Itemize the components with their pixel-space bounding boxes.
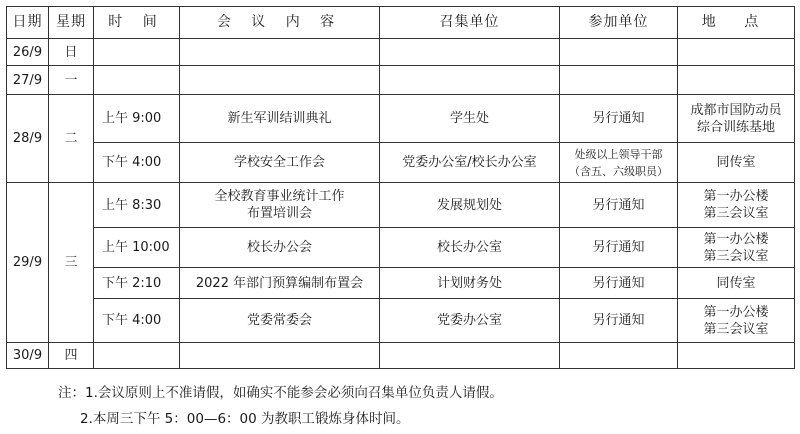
content-cell: 2022 年部门预算编制布置会 [180, 268, 380, 299]
participants-cell: 处级以上领导干部 （含五、六级职员） [560, 143, 678, 183]
organizer-cell: 党委办公室 [380, 299, 560, 343]
location-cell: 成都市国防动员 综合训练基地 [678, 95, 795, 143]
organizer-cell: 计划财务处 [380, 268, 560, 299]
location-cell: 第一办公楼 第三会议室 [678, 183, 795, 228]
content-cell: 校长办公会 [180, 228, 380, 268]
table-row [7, 95, 795, 143]
header-weekday: 星期 [49, 7, 94, 39]
participants-cell: 另行通知 [560, 95, 678, 143]
note-2: 2.本周三下午 5：00—6：00 为教职工锻炼身体时间。 [80, 411, 410, 427]
content-cell: 党委常委会 [180, 299, 380, 343]
header-location: 地 点 [678, 7, 795, 39]
date-cell: 30/9 [7, 343, 49, 369]
time-cell: 上午 9:00 [94, 95, 180, 143]
content-cell: 新生军训结训典礼 [180, 95, 380, 143]
participants-cell: 另行通知 [560, 268, 678, 299]
organizer-cell: 党委办公室/校长办公室 [380, 143, 560, 183]
table-row [7, 268, 795, 299]
header-content: 会 议 内 容 [180, 7, 380, 39]
organizer-cell: 学生处 [380, 95, 560, 143]
location-cell: 同传室 [678, 268, 795, 299]
note-1: 注：1.会议原则上不准请假，如确实不能参会必须向召集单位负责人请假。 [58, 385, 503, 401]
meeting-schedule-table [6, 6, 795, 369]
table-row [7, 343, 795, 369]
content-cell: 全校教育事业统计工作 布置培训会 [180, 183, 380, 228]
time-cell: 上午 8:30 [94, 183, 180, 228]
table-row [7, 183, 795, 228]
notes [58, 380, 503, 432]
table-row [7, 228, 795, 268]
date-cell: 28/9 [7, 95, 49, 183]
header-time: 时 间 [94, 7, 180, 39]
participants-cell: 另行通知 [560, 299, 678, 343]
time-cell: 下午 2:10 [94, 268, 180, 299]
location-cell: 第一办公楼 第三会议室 [678, 228, 795, 268]
header-row [7, 7, 795, 39]
header-participants: 参加单位 [560, 7, 678, 39]
organizer-cell: 发展规划处 [380, 183, 560, 228]
location-cell: 第一办公楼 第三会议室 [678, 299, 795, 343]
content-cell: 学校安全工作会 [180, 143, 380, 183]
weekday-cell: 三 [49, 183, 94, 343]
table-row [7, 299, 795, 343]
weekday-cell: 四 [49, 343, 94, 369]
weekday-cell: 日 [49, 39, 94, 66]
time-cell: 下午 4:00 [94, 299, 180, 343]
date-cell: 27/9 [7, 66, 49, 95]
header-date: 日期 [7, 7, 49, 39]
table-row [7, 66, 795, 95]
date-cell: 26/9 [7, 39, 49, 66]
time-cell: 下午 4:00 [94, 143, 180, 183]
table-row [7, 143, 795, 183]
weekday-cell: 二 [49, 95, 94, 183]
table-row [7, 39, 795, 66]
weekday-cell: 一 [49, 66, 94, 95]
organizer-cell: 校长办公室 [380, 228, 560, 268]
participants-cell: 另行通知 [560, 228, 678, 268]
location-cell: 同传室 [678, 143, 795, 183]
date-cell: 29/9 [7, 183, 49, 343]
time-cell: 上午 10:00 [94, 228, 180, 268]
header-organizer: 召集单位 [380, 7, 560, 39]
participants-cell: 另行通知 [560, 183, 678, 228]
